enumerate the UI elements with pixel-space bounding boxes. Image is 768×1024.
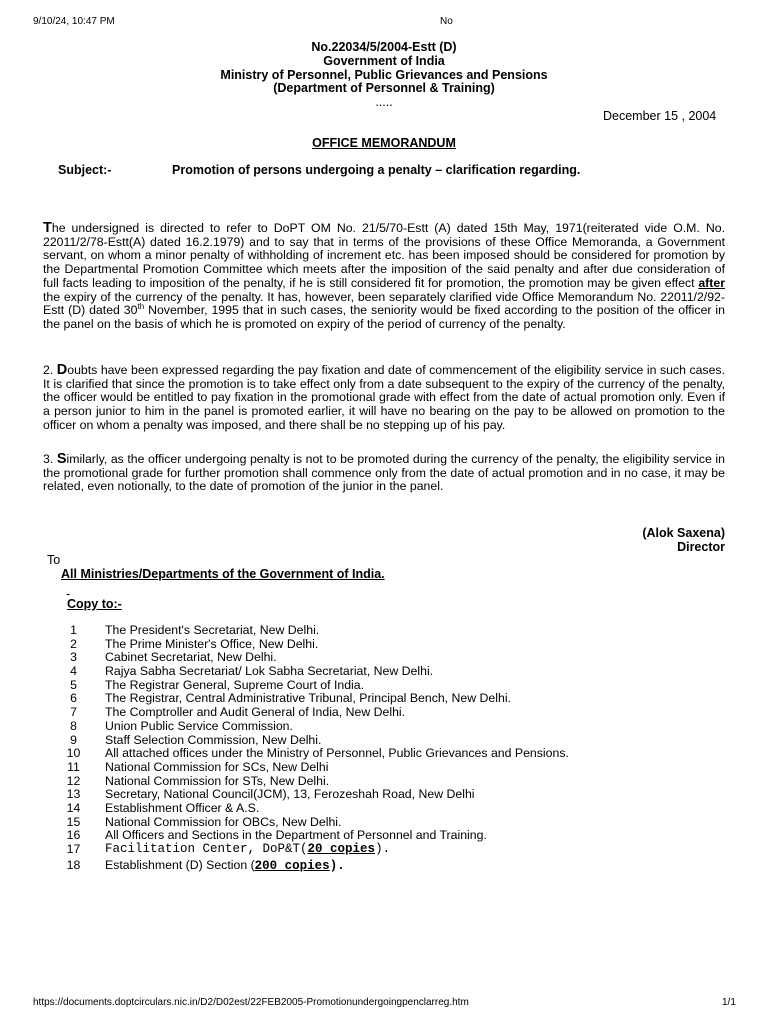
to-label: To xyxy=(47,553,61,567)
drop-letter: D xyxy=(56,362,68,378)
file-number: No.22034/5/2004-Estt (D) xyxy=(311,40,457,54)
paragraph-2: 2. Doubts have been expressed regarding the pay fixation and date of commencement of the eligibility service in such cases. It is clarified that since the promotion is to take effect only from a date subsequent to the expiry of the currency of the penalty, the officer would be entitled to pay fixation in the promotional grade with effect from the date of actual promotion only. Even if a person junior to him in the panel is promoted earlier, it will have no bearing on the pay to be allowed on promotion to the officer on whom a penalty was imposed, and there shall be no stepping up of his pay. xyxy=(43,362,725,432)
header-dots: ..... xyxy=(375,95,393,109)
drop-letter: S xyxy=(56,451,67,467)
government-name: Government of India xyxy=(323,54,445,68)
copies-count: 200 copies xyxy=(254,858,330,873)
print-url: https://documents.doptcirculars.nic.in/D2/D02est/22FEB2005-Promotionundergoingpenclarreg.htm xyxy=(33,997,469,1008)
print-page-number: 1/1 xyxy=(722,997,736,1008)
department-name: (Department of Personnel & Training) xyxy=(273,81,495,95)
print-page-title: No xyxy=(440,16,453,27)
copies-count: 20 copies xyxy=(307,842,376,856)
emphasis-after: after xyxy=(698,275,725,290)
paragraph-1: The undersigned is directed to refer to DoPT OM No. 21/5/70-Estt (A) dated 15th May, 1971(reiterated vide O.M. No. 22011/2/78-Estt(A) dated 16.2.1979) and to say that in terms of the provisions of these Office Memoranda, a Government servant, on whom a minor penalty of withholding of increment etc. has been imposed should be considered for promotion by the Departmental Promotion Committee which meets after the imposition of the said penalty and after due consideration of full facts leading to imposition of the penalty, if he is still considered fit for promotion, the promotion may be given effect after the expiry of the currency of the penalty. It has, however, been separately clarified vide Office Memorandum No. 22011/2/92-Estt (D) dated 30th November, 1995 that in such cases, the seniority would be fixed according to the position of the officer in the panel on the basis of which he is promoted on expiry of the period of currency of the penalty. xyxy=(43,220,725,331)
drop-letter: T xyxy=(43,220,52,236)
subject-text: Promotion of persons undergoing a penalty – clarification regarding. xyxy=(172,163,581,177)
signatory-name: (Alok Saxena) xyxy=(642,526,725,540)
copy-to-label: Copy to:- xyxy=(67,597,122,611)
memo-date: December 15 , 2004 xyxy=(603,109,717,123)
print-datetime: 9/10/24, 10:47 PM xyxy=(33,16,115,27)
memo-title: OFFICE MEMORANDUM xyxy=(312,136,456,150)
to-recipient: All Ministries/Departments of the Government of India. xyxy=(61,567,385,581)
paragraph-3: 3. Similarly, as the officer undergoing penalty is not to be promoted during the currency of the penalty, the eligibility service in the promotional grade for further promotion shall commence only from the date of actual promotion and in no case, it may be related, even notionally, to the date of promotion of the junior in the panel. xyxy=(43,451,725,494)
subject-label: Subject:- xyxy=(58,163,112,177)
signatory-designation: Director xyxy=(677,540,725,554)
stray-mark: - xyxy=(66,587,71,601)
ministry-name: Ministry of Personnel, Public Grievances and Pensions xyxy=(220,68,548,82)
